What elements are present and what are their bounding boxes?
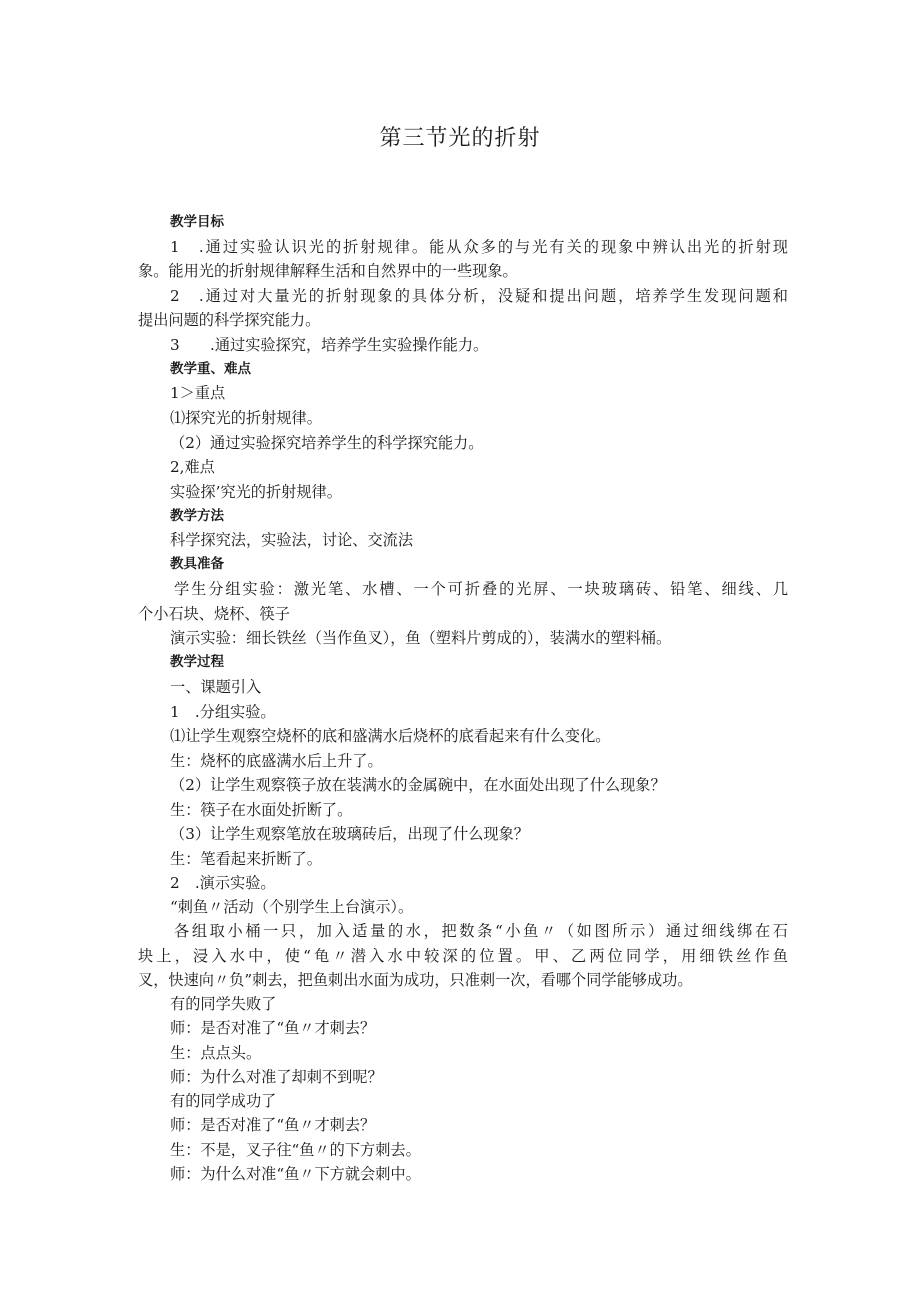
difficult-points-label: 2,难点 <box>170 458 215 476</box>
demo-experiment-item: 2 .演示实验。 <box>170 874 276 892</box>
goal-3: 3 .通过实验探究，培养学生实验操作能力。 <box>170 336 489 354</box>
students-failed: 有的同学失败了 <box>170 995 277 1013</box>
answer-3: 生：笔看起来折断了。 <box>170 850 322 868</box>
section-intro: 一、课题引入 <box>170 678 262 696</box>
student-line-2: 生：不是，叉子往“鱼〃的下方刺去。 <box>170 1141 421 1159</box>
answer-1: 生：烧杯的底盛满水后上升了。 <box>170 752 383 770</box>
key-point-2: （2）通过实验探究培养学生的科学探究能力。 <box>170 434 484 452</box>
students-succeeded: 有的同学成功了 <box>170 1092 277 1110</box>
teaching-method-text: 科学探究法，实验法，讨论、交流法 <box>170 531 413 549</box>
goal-1-line-1: 1 .通过实验认识光的折射规律。能从众多的与光有关的现象中辨认出光的折射现 <box>170 238 788 256</box>
teacher-line-4: 师：为什么对准“鱼〃下方就会刺中。 <box>170 1165 421 1183</box>
student-line-1: 生：点点头。 <box>170 1044 262 1062</box>
group-experiment-item: 1 .分组实验。 <box>170 703 276 721</box>
activity-desc-line-1: 各组取小桶一只，加入适量的水，把数条“小鱼〃（如图所示）通过细线绑在石 <box>174 922 788 940</box>
teacher-line-3: 师：是否对准了“鱼〃才刺去？ <box>170 1116 376 1134</box>
question-3: （3）让学生观察笔放在玻璃砖后，出现了什么现象？ <box>170 825 529 843</box>
heading-teaching-process: 教学过程 <box>170 654 224 670</box>
difficult-point-1: 实验探’究光的折射规律。 <box>170 483 342 501</box>
question-1: ⑴让学生观察空烧杯的底和盛满水后烧杯的底看起来有什么变化。 <box>170 727 611 745</box>
group-experiment-line-2: 个小石块、烧杯、筷子 <box>138 605 290 623</box>
heading-equipment: 教具准备 <box>170 556 224 572</box>
question-2: （2）让学生观察筷子放在装满水的金属碗中，在水面处出现了什么现象？ <box>170 776 666 794</box>
demo-experiment: 演示实验：细长铁丝（当作鱼叉），鱼（塑料片剪成的），装满水的塑料桶。 <box>170 629 672 647</box>
goal-2-line-2: 提出问题的科学探究能力。 <box>138 311 321 329</box>
spear-fish-activity: “刺鱼〃活动（个别学生上台演示）。 <box>170 898 414 916</box>
heading-teaching-method: 教学方法 <box>170 508 224 524</box>
activity-desc-line-3: 叉，快速向〃负”刺去，把鱼刺出水面为成功，只准刺一次，看哪个同学能够成功。 <box>138 971 693 989</box>
answer-2: 生：筷子在水面处折断了。 <box>170 801 353 819</box>
teacher-line-2: 师：为什么对准了却刺不到呢？ <box>170 1068 383 1086</box>
group-experiment-line-1: 学生分组实验：激光笔、水槽、一个可折叠的光屏、一块玻璃砖、铅笔、细线、几 <box>174 580 788 598</box>
key-point-1: ⑴探究光的折射规律。 <box>170 409 322 427</box>
page-title: 第三节光的折射 <box>379 126 541 151</box>
activity-desc-line-2: 块上，浸入水中，使“龟〃潜入水中较深的位置。甲、乙两位同学，用细铁丝作鱼 <box>138 947 788 965</box>
teacher-line-1: 师：是否对准了“鱼〃才刺去？ <box>170 1019 376 1037</box>
key-points-label: 1＞重点 <box>170 384 226 402</box>
heading-key-difficult: 教学重、难点 <box>170 361 251 377</box>
goal-1-line-2: 象。能用光的折射规律解释生活和自然界中的一些现象。 <box>138 262 518 280</box>
goal-2-line-1: 2 .通过对大量光的折射现象的具体分析，没疑和提出问题，培养学生发现问题和 <box>170 287 788 305</box>
heading-teaching-goals: 教学目标 <box>170 214 224 230</box>
